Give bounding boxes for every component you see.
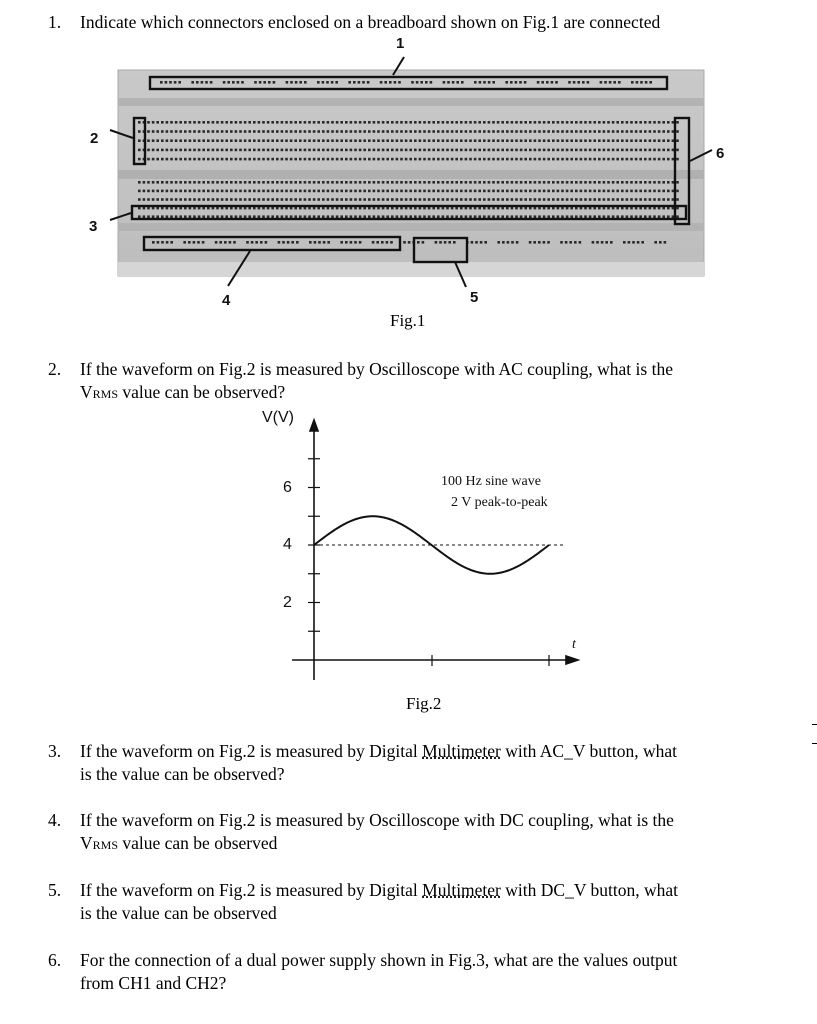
question-number: 1. xyxy=(48,12,62,32)
waveform-annotation-amplitude: 2 V peak-to-peak xyxy=(451,495,548,510)
question-text-line2: VRMS value can be observed? xyxy=(80,382,286,402)
question-number: 3. xyxy=(48,741,62,761)
question-text: Indicate which connectors enclosed on a breadboard shown on Fig.1 are connected xyxy=(80,12,661,32)
question-text-line2: VRMS value can be observed xyxy=(80,833,278,853)
question-text-line1: If the waveform on Fig.2 is measured by Digital Multimeter with AC_V button, what xyxy=(80,741,678,761)
question-number: 5. xyxy=(48,880,62,900)
y-tick-label-6: 6 xyxy=(283,479,292,496)
x-axis-arrow xyxy=(566,656,578,664)
callout-label-4: 4 xyxy=(222,292,231,309)
y-tick-label-2: 2 xyxy=(283,594,292,611)
question-text-line2: from CH1 and CH2? xyxy=(80,973,227,993)
fig2-caption: Fig.2 xyxy=(406,694,442,713)
question-text-line1: For the connection of a dual power supply shown in Fig.3, what are the values output xyxy=(80,950,678,970)
fig1-caption: Fig.1 xyxy=(390,311,426,330)
question-text-line1: If the waveform on Fig.2 is measured by Oscilloscope with AC coupling, what is the xyxy=(80,359,673,379)
question-text-line1: If the waveform on Fig.2 is measured by Digital Multimeter with DC_V button, what xyxy=(80,880,679,900)
question-text-line2: is the value can be observed xyxy=(80,903,277,923)
question-text-line1: If the waveform on Fig.2 is measured by Oscilloscope with DC coupling, what is the xyxy=(80,810,674,830)
callout-label-6: 6 xyxy=(716,145,725,162)
y-tick-label-4: 4 xyxy=(283,536,292,553)
y-axis-label: V(V) xyxy=(262,409,294,426)
question-number: 4. xyxy=(48,810,62,830)
callout-label-2: 2 xyxy=(90,130,99,147)
question-number: 6. xyxy=(48,950,62,970)
y-axis-arrow xyxy=(310,420,318,431)
edge-mark xyxy=(812,724,817,725)
callout-label-1: 1 xyxy=(396,35,405,52)
waveform-annotation-frequency: 100 Hz sine wave xyxy=(441,474,541,489)
callout-label-3: 3 xyxy=(89,218,98,235)
edge-mark xyxy=(812,743,817,744)
question-text-line2: is the value can be observed? xyxy=(80,764,285,784)
question-number: 2. xyxy=(48,359,62,379)
x-axis-label: t xyxy=(572,637,576,652)
callout-label-5: 5 xyxy=(470,289,479,306)
